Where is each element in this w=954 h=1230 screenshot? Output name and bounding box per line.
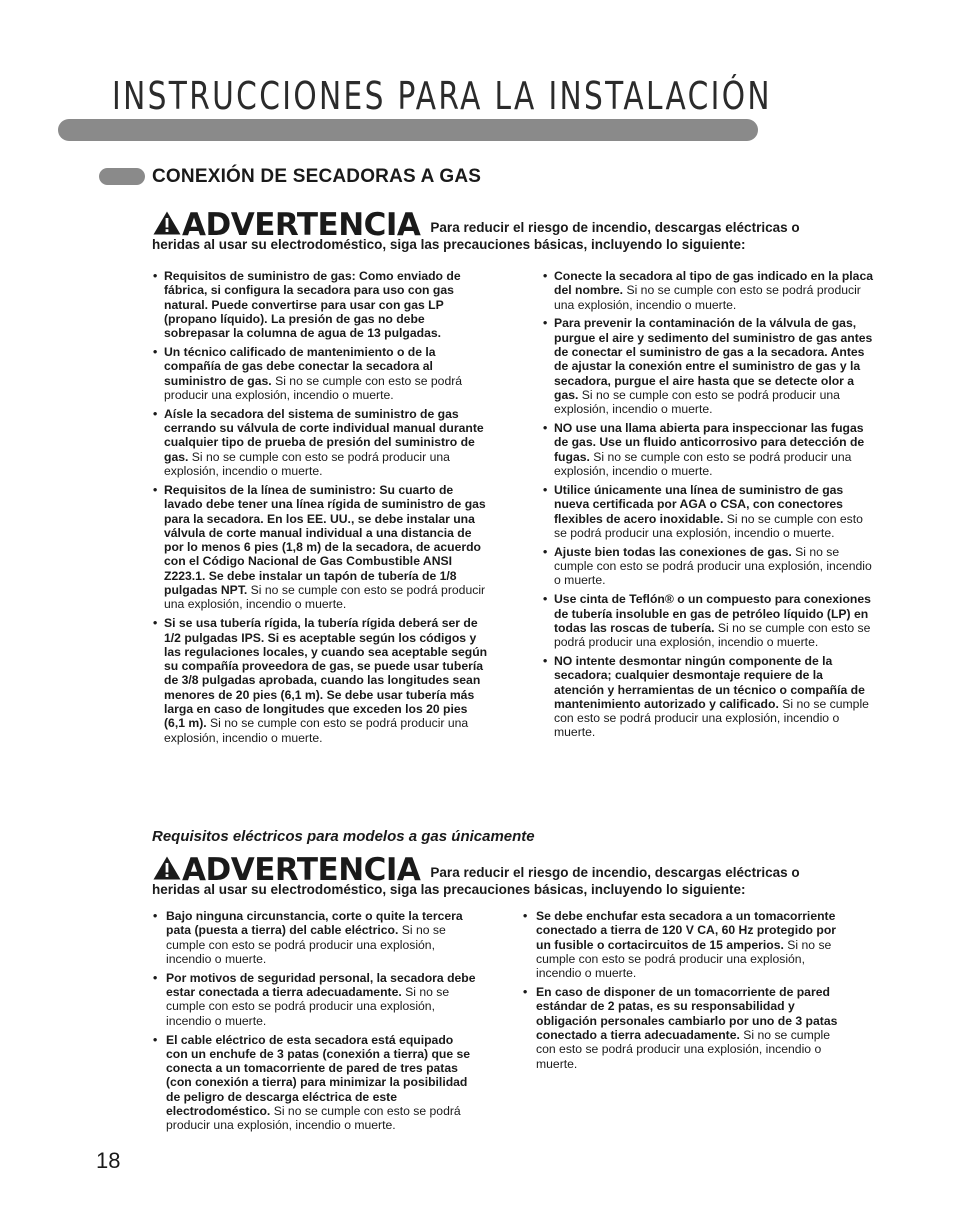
list-item	[153, 269, 490, 340]
list-item-bold-text: Use cinta de Teflón® o un compuesto para conexiones de tubería insoluble en gas de petróleo líquido (LP) en todas las roscas de tubería.	[554, 592, 871, 635]
list-item-bold-text: Se debe enchufar esta secadora a un tomacorriente conectado a tierra de 120 V CA, 60 Hz protegido por un fusible o cortacircuitos de 15 amperios.	[536, 909, 837, 952]
list-item-normal-text: Si no se cumple con esto se podrá producir una explosión, incendio o muerte.	[554, 449, 852, 479]
list-item-bold-text: Requisitos de suministro de gas: Como enviado de fábrica, si configura la secadora para uso con gas natural. Puede convertirse para usar con gas LP (propano líquido). La presión de gas no debe sobrepasar la columna de agua de 13 pulgadas.	[164, 269, 461, 341]
list-item-bold-text: Por motivos de seguridad personal, la secadora debe estar conectada a tierra adecuadamente.	[166, 970, 476, 1000]
electrical-requirements-right-list	[522, 909, 852, 1075]
list-item-normal-text: Si no se cumple con esto se podrá producir una explosión, incendio o muerte.	[554, 511, 863, 540]
list-item	[522, 909, 852, 980]
list-item-normal-text: Si no se cumple con esto se podrá producir una explosión, incendio o muerte.	[554, 283, 861, 312]
warning-word: ADVERTENCIA	[182, 207, 421, 243]
warning-text-line1: Para reducir el riesgo de incendio, descargas eléctricas o	[430, 220, 800, 235]
list-item-normal-text: Si no se cumple con esto se podrá producir una explosión, incendio o muerte.	[164, 583, 486, 612]
page-title: INSTRUCCIONES PARA LA INSTALACIÓN	[112, 74, 772, 118]
page-number: 18	[96, 1148, 121, 1173]
list-item-normal-text: Si no se cumple con esto se podrá producir una explosión, incendio o muerte.	[164, 449, 450, 479]
warning-triangle-icon	[152, 855, 182, 881]
list-item-bold-text: Para prevenir la contaminación de la válvula de gas, purgue el aire y sedimento del suministro de gas antes de conectar el suministro de gas a la secadora. Antes de ajustar la conexión entre el suministro de gas y la secadora, purgue el aire hasta que se detecte olor a gas.	[554, 316, 873, 402]
section-marker-pill	[99, 168, 145, 185]
title-divider-bar	[58, 119, 758, 141]
list-item	[152, 971, 477, 1028]
warning-text-line1: Para reducir el riesgo de incendio, descargas eléctricas o	[430, 865, 800, 880]
list-item	[543, 421, 875, 478]
list-item-bold-text: Conecte la secadora al tipo de gas indicado en la placa del nombre.	[554, 269, 874, 298]
list-item-normal-text: Si no se cumple con esto se podrá producir una explosión, incendio o muerte.	[536, 937, 832, 981]
list-item	[543, 592, 875, 649]
list-item	[543, 483, 875, 540]
warning-text-line2: heridas al usar su electrodoméstico, siga las precauciones básicas, incluyendo lo siguiente:	[152, 882, 746, 897]
list-item-normal-text: Si no se cumple con esto se podrá producir una explosión, incendio o muerte.	[164, 716, 469, 745]
list-item-bold-text: Requisitos de la línea de suministro: Su cuarto de lavado debe tener una línea rígida de suministro de gas para la secadora. En los EE. UU., se debe instalar una válvula de corte manual individual a una distancia de por lo menos 6 pies (1,8 m) de la secadora, de acuerdo con el Código Nacional de Gas Combustible ANSI Z223.1. Se debe instalar un tapón de tubería de 1/8 pulgadas NPT.	[164, 482, 486, 598]
list-item-normal-text: Si no se cumple con esto se podrá producir una explosión, incendio o muerte.	[166, 985, 450, 1028]
section-title: CONEXIÓN DE SECADORAS A GAS	[152, 166, 482, 187]
warning-triangle-icon	[152, 210, 182, 236]
list-item	[153, 407, 490, 478]
warning-word: ADVERTENCIA	[182, 852, 421, 888]
list-item-normal-text: Si no se cumple con esto se podrá producir una explosión, incendio o muerte.	[554, 620, 871, 650]
warning-text-line2: heridas al usar su electrodoméstico, siga las precauciones básicas, incluyendo lo siguiente:	[152, 237, 746, 252]
list-item-bold-text: NO intente desmontar ningún componente de la secadora; cualquier desmontaje requiere de la atención y herramientas de un técnico o compañía de mantenimiento autorizado y calificado.	[554, 653, 865, 711]
list-item	[543, 545, 875, 588]
list-item-bold-text: Aísle la secadora del sistema de suministro de gas cerrando su válvula de corte individual manual durante cualquier tipo de prueba de presión del suministro de gas.	[164, 406, 484, 464]
list-item	[152, 909, 477, 966]
list-item-normal-text: Si no se cumple con esto se podrá producir una explosión, incendio o muerte.	[536, 1027, 830, 1071]
list-item	[543, 316, 875, 416]
list-item	[543, 269, 875, 312]
list-item-normal-text: Si no se cumple con esto se podrá producir una explosión, incendio o muerte.	[166, 1104, 461, 1133]
list-item-bold-text: Si se usa tubería rígida, la tubería rígida deberá ser de 1/2 pulgadas IPS. Si es aceptable según los códigos y las regulaciones locales, y cuando sea aceptable según su compañía proveedora de gas, se puede usar tubería de 3/8 pulgadas aprobada, cuando las longitudes sean menores de 20 pies (6,1 m). Se debe usar tubería más larga en caso de longitudes que exceden los 20 pies (6,1 m).	[164, 616, 488, 731]
gas-safety-warning	[152, 207, 852, 253]
list-item-bold-text: Utilice únicamente una línea de suministro de gas nueva certificada por AGA o CSA, con conectores flexibles de acero inoxidable.	[554, 482, 844, 526]
electrical-safety-warning	[152, 852, 852, 898]
list-item	[522, 985, 852, 1071]
electrical-subsection-title: Requisitos eléctricos para modelos a gas únicamente	[152, 828, 535, 845]
list-item	[153, 345, 490, 402]
list-item-bold-text: NO use una llama abierta para inspeccionar las fugas de gas. Use un fluido anticorrosivo para detección de fugas.	[554, 421, 865, 464]
list-item	[152, 1033, 477, 1133]
list-item-bold-text: En caso de disponer de un tomacorriente de pared estándar de 2 patas, es su responsabilidad y obligación personales cambiarlo por uno de 3 patas conectado a tierra adecuadamente.	[536, 985, 838, 1042]
list-item	[153, 616, 490, 745]
list-item-normal-text: Si no se cumple con esto se podrá producir una explosión, incendio o muerte.	[164, 373, 463, 402]
gas-requirements-left-list	[153, 269, 490, 749]
list-item-bold-text: Ajuste bien todas las conexiones de gas.	[554, 544, 792, 559]
list-item-bold-text: Un técnico calificado de mantenimiento o de la compañía de gas debe conectar la secadora al suministro de gas.	[164, 345, 436, 388]
list-item	[153, 483, 490, 612]
electrical-requirements-left-list	[152, 909, 477, 1137]
list-item-normal-text: Si no se cumple con esto se podrá producir una explosión, incendio o muerte.	[554, 696, 869, 740]
list-item-normal-text: Si no se cumple con esto se podrá producir una explosión, incendio o muerte.	[166, 923, 446, 966]
list-item-normal-text: Si no se cumple con esto se podrá producir una explosión, incendio o muerte.	[554, 387, 840, 417]
list-item-bold-text: Bajo ninguna circunstancia, corte o quite la tercera pata (puesta a tierra) del cable eléctrico.	[166, 909, 463, 938]
gas-requirements-right-list	[543, 269, 875, 744]
list-item-normal-text: Si no se cumple con esto se podrá producir una explosión, incendio o muerte.	[554, 544, 872, 588]
list-item-bold-text: El cable eléctrico de esta secadora está equipado con un enchufe de 3 patas (conexión a tierra) que se conecta a un tomacorriente de pared de tres patas (con conexión a tierra) para minimizar la posibilidad de peligro de descarga eléctrica de este electrodoméstico.	[166, 1032, 471, 1119]
list-item	[543, 654, 875, 740]
